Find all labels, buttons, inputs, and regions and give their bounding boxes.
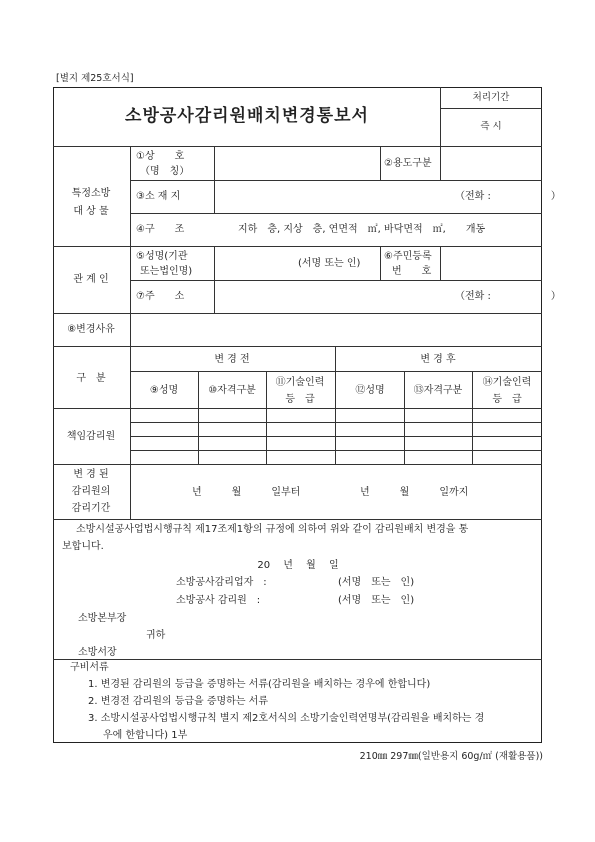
required-document-3: 3. 소방시설공사업법시행규칙 별지 제2호서식의 소방기술인력연명부(감리원을 배치하는 경 [88,713,485,724]
person-name-sub-label: 또는법인명) [140,266,193,277]
person-name-label: ⑤성명(기관 [136,251,188,262]
person-sign-placeholder: (서명 또는 인) [298,258,361,269]
resident-number-sub-label: 번 호 [392,266,432,277]
use-label-left [380,146,381,180]
after-tech-grade-sub-header: 등 급 [492,394,522,405]
section-divider-statement [53,659,542,660]
recipient-fire-headquarters: 소방본부장 [78,613,127,624]
statement-line2: 보합니다. [62,541,104,552]
required-documents-title: 구비서류 [70,662,109,673]
section-divider-target [53,246,542,247]
before-after-split [335,346,336,464]
required-document-1: 1. 변경된 감리원의 등급을 증명하는 서류(감리원을 배치하는 경우에 한합니다) [88,679,431,690]
paper-size-footer: 210㎜ 297㎜(일반용지 60g/㎡ (재활용품)) [359,751,543,762]
after-qualification-header: ⑬자격구분 [413,385,463,396]
section-divider-person [53,313,542,314]
required-document-2: 2. 변경전 감리원의 등급을 증명하는 서류 [88,696,268,707]
before-qualification-header: ⑩자격구분 [208,385,256,396]
statement-line1: 소방시설공사업법시행규칙 제17조제1항의 규정에 의하여 위와 같이 감리원배치 변경을 통 [76,524,469,535]
form-number-label: [별지 제25호서식] [56,73,134,84]
processing-period-header: 처리기간 [472,92,510,103]
location-label: ③소 재 지 [136,191,181,202]
structure-fields: 지하 층, 지상 층, 연면적 ㎡, 바닥면적 ㎡, 개동 [238,224,486,235]
period-to: 년 월 일까지 [360,487,469,498]
before-after-divider [130,371,542,372]
supervisor-company-sign: (서명 또는 인) [338,577,415,588]
before-col-1 [198,371,199,464]
after-col-1 [404,371,405,464]
form-title: 소방공사감리원배치변경통보서 [125,106,369,126]
change-reason-label: ⑧변경사유 [67,324,115,335]
before-tech-grade-sub-header: 등 급 [285,394,315,405]
form-frame [53,87,542,743]
recipient-fire-station: 소방서장 [78,647,117,658]
after-name-header: ⑫성명 [355,385,385,396]
responsible-supervisor-label: 책임감리원 [66,431,116,442]
section-divider-responsible [53,464,542,465]
period-from: 년 월 일부터 [192,487,301,498]
after-change-header: 변 경 후 [420,354,456,365]
division-label: 구 분 [76,373,106,384]
period-label-line1: 변 경 된 [73,469,109,480]
responsible-line-1 [130,422,542,423]
person-name-divider [214,246,215,280]
trade-name-sub-label: （명 칭） [140,166,190,177]
use-category-label: ②용도구분 [384,158,432,169]
address-label: ⑦주 소 [136,291,185,302]
location-phone: （전화 : ） [455,191,561,202]
address-phone: （전화 : ） [455,291,561,302]
name-value-divider [214,146,215,180]
row-divider-location [130,213,542,214]
id-label-left [380,246,381,280]
responsible-line-2 [130,436,542,437]
period-label-line2: 감리원의 [71,486,111,497]
id-label-right [440,246,441,280]
section-divider-period [53,519,542,520]
after-col-2 [472,371,473,464]
processing-divider [440,108,542,109]
section-divider-division [53,408,542,409]
structure-label: ④구 조 [136,224,185,235]
section-divider-reason [53,346,542,347]
label-column-divider [130,146,131,519]
inspector-label: 소방공사 감리원 : [176,595,261,606]
before-tech-grade-header: ⑪기술인력 [275,377,325,388]
required-document-3-continued: 우에 한합니다) 1부 [103,730,188,741]
statement-date: 20 년 월 일 [257,560,339,571]
inspector-sign: (서명 또는 인) [338,595,415,606]
location-value-divider [214,180,215,213]
before-name-header: ⑨성명 [149,385,179,396]
supervisor-company-label: 소방공사감리업자 : [176,577,267,588]
use-label-right [440,146,441,180]
processing-column-divider [440,87,441,146]
row-divider-name [130,180,542,181]
resident-number-label: ⑥주민등록 [384,251,432,262]
after-tech-grade-header: ⑭기술인력 [482,377,532,388]
target-building-section-label: 특정소방 대 상 물 [71,188,111,217]
before-change-header: 변 경 전 [214,354,250,365]
period-label-line3: 감리기간 [71,503,111,514]
trade-name-label: ①상 호 [136,151,185,162]
recipient-honorific: 귀하 [146,630,166,641]
before-col-2 [266,371,267,464]
address-value-divider [214,280,215,313]
processing-period-value: 즉 시 [480,121,502,132]
related-person-section-label: 관 계 인 [73,274,109,285]
title-row-divider [53,146,542,147]
row-divider-person [130,280,542,281]
responsible-line-3 [130,450,542,451]
